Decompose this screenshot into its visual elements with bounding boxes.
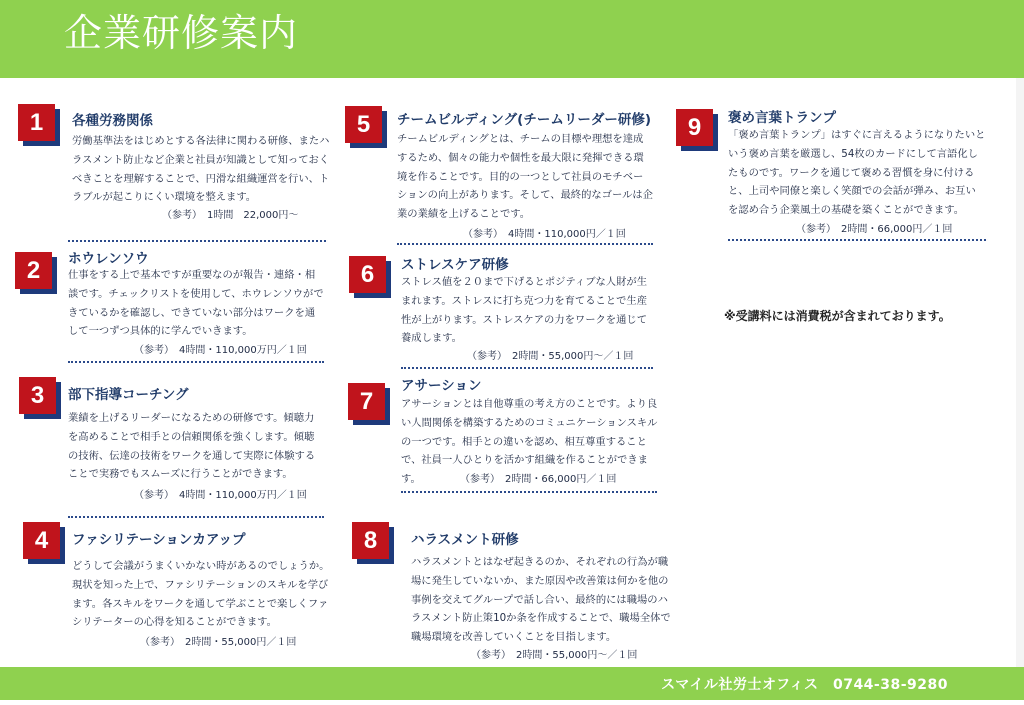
course-reference: （参考） 2時間・55,000円／１回 xyxy=(140,637,297,648)
course-reference: （参考） 4時間・110,000万円／１回 xyxy=(134,490,307,501)
course-number-badge: 3 xyxy=(19,377,56,414)
course-description: どうして会議がうまくいかない時があるのでしょうか。現状を知った上で、ファシリテーションのスキルを学びます。各スキルをワークを通して学ぶことで楽しくファシリテーターの心得を知ることができます。 xyxy=(72,560,330,629)
course-title: ファシリテーションカアップ xyxy=(72,532,246,548)
course-reference: （参考） 2時間・66,000円／１回 xyxy=(460,474,617,485)
course-description: 「褒め言葉トランプ」はすぐに言えるようになりたいという褒め言葉を厳選し、54枚のカードにして言語化したものです。ワークを通じて褒める習慣を身に付けると、上司や同僚と楽しく笑顔での会話が弾み、お互いを認め合う企業風土の基礎を築くことができます。 xyxy=(728,129,986,217)
header-banner xyxy=(0,0,1024,78)
divider xyxy=(68,240,326,242)
course-description: ストレス値を２０まで下げるとポジティブな人財が生まれます。ストレスに打ち克つ力を育てることで生産性が上がります。ストレスケアの力をワークを通じて養成します。 xyxy=(401,276,647,345)
divider xyxy=(728,239,986,241)
course-title: 褒め言葉トランプ xyxy=(728,110,836,126)
footer-banner xyxy=(0,667,1024,700)
course-number-badge: 7 xyxy=(348,383,385,420)
page-title: 企業研修案内 xyxy=(64,11,299,55)
course-title: アサーション xyxy=(401,378,482,394)
course-description: ハラスメントとはなぜ起きるのか、それぞれの行為が職場に発生していないか、また原因や改善策は何かを他の事例を交えてグループで話し合い、最終的には職場のハラスメント防止策10か条を作成することで、職場全体で職場環境を改善していくことを目指します。 xyxy=(411,556,671,644)
course-reference: （参考） 4時間・110,000万円／１回 xyxy=(134,345,307,356)
course-description: 業績を上げるリーダーになるための研修です。傾聴力を高めることで相手との信頼関係を強くします。傾聴の技術、伝達の技術をワークを通して実際に体験することで実務でもスムーズに行うことができます。 xyxy=(68,412,316,481)
course-number-badge: 1 xyxy=(18,104,55,141)
divider xyxy=(68,361,324,363)
office-contact: スマイル社労士オフィス 0744-38-9280 xyxy=(661,677,948,693)
page-edge xyxy=(1016,78,1024,667)
course-description: 仕事をする上で基本ですが重要なのが報告・連絡・相談です。チェックリストを使用して、ホウレンソウができているかを確認し、できていない部分はワークを通して一つずつ具体的に学んでいきます。 xyxy=(68,269,324,338)
course-description: アサーションとは自他尊重の考え方のことです。より良い人間関係を構築するためのコミュニケーションスキルの一つです。相手との違いを認め、相互尊重することで、社員一人ひとりを活かす組織を作ることができます。 xyxy=(401,398,658,486)
course-number-badge: 9 xyxy=(676,109,713,146)
course-reference: （参考） 2時間・55,000円～／１回 xyxy=(467,351,634,362)
divider xyxy=(68,516,324,518)
course-description: 労働基準法をはじめとする各法律に関わる研修、またハラスメント防止など企業と社員が知識として知っておくべきことを理解することで、円滑な組織運営を行い、トラブルが起こりにくい環境を整えます。 xyxy=(72,135,330,204)
course-number-badge: 6 xyxy=(349,256,386,293)
course-number-badge: 2 xyxy=(15,252,52,289)
course-reference: （参考） 1時間 22,000円～ xyxy=(162,210,299,221)
course-title: ホウレンソウ xyxy=(68,251,149,267)
course-title: チームビルディング(チームリーダー研修) xyxy=(397,112,651,128)
divider xyxy=(401,491,657,493)
course-reference: （参考） 2時間・55,000円～／１回 xyxy=(471,650,638,661)
course-number-badge: 4 xyxy=(23,522,60,559)
bottom-margin xyxy=(0,700,1024,705)
course-description: チームビルディングとは、チームの目標や理想を達成するため、個々の能力や個性を最大限に発揮できる環境を作ることです。目的の一つとして社員のモチベーションの向上があります。そして、最終的なゴールは企業の業績を上げることです。 xyxy=(397,133,653,221)
course-title: ストレスケア研修 xyxy=(401,257,509,273)
course-title: 各種労務関係 xyxy=(72,113,153,129)
course-reference: （参考） 4時間・110,000円／１回 xyxy=(463,229,626,240)
course-number-badge: 5 xyxy=(345,106,382,143)
divider xyxy=(397,243,653,245)
course-title: 部下指導コーチング xyxy=(68,387,189,403)
tax-note: ※受講料には消費税が含まれております。 xyxy=(724,309,951,323)
course-title: ハラスメント研修 xyxy=(411,532,519,548)
course-number-badge: 8 xyxy=(352,522,389,559)
divider xyxy=(401,367,653,369)
course-reference: （参考） 2時間・66,000円／１回 xyxy=(796,224,953,235)
